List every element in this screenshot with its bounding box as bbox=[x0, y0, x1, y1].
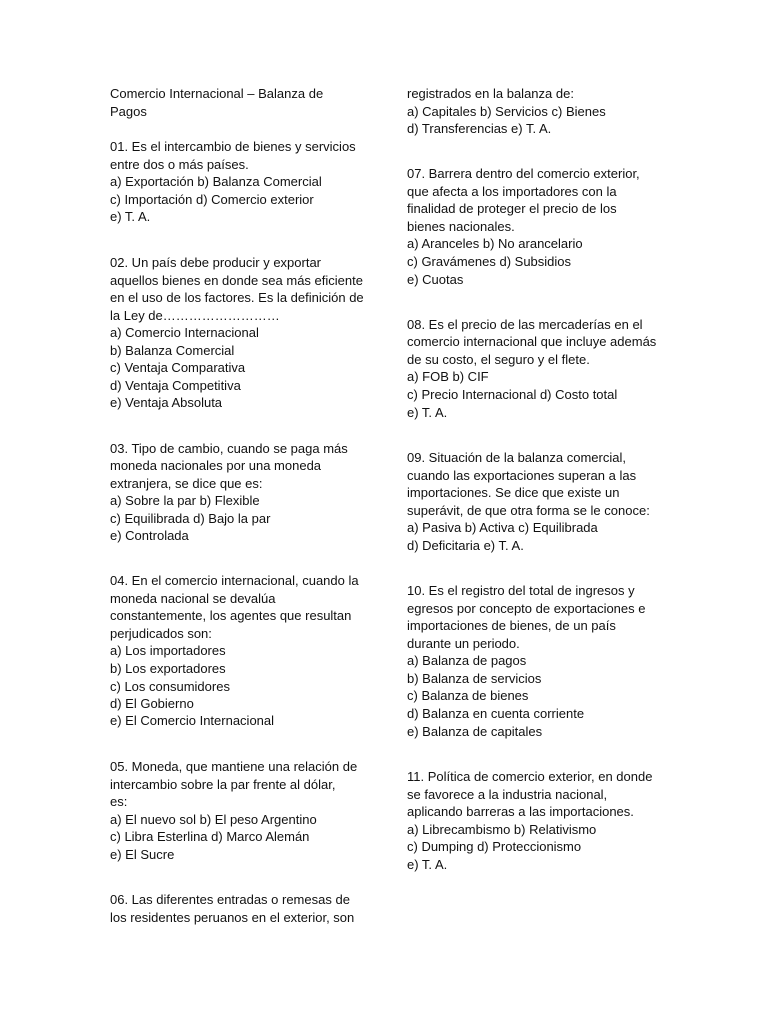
question-04-option: c) Los consumidores bbox=[110, 679, 230, 694]
question-11-line: aplicando barreras a las importaciones. bbox=[407, 804, 634, 819]
question-03-option: e) Controlada bbox=[110, 528, 189, 543]
question-09-option: d) Deficitaria e) T. A. bbox=[407, 538, 524, 553]
question-09-line: 09. Situación de la balanza comercial, bbox=[407, 450, 626, 465]
question-01-line: 01. Es el intercambio de bienes y servicios bbox=[110, 139, 356, 154]
question-02-line: en el uso de los factores. Es la definición de bbox=[110, 290, 364, 305]
question-10-option: c) Balanza de bienes bbox=[407, 688, 529, 703]
question-07-line: que afecta a los importadores con la bbox=[407, 184, 617, 199]
question-07-option: a) Aranceles b) No arancelario bbox=[407, 236, 583, 251]
question-07-line: finalidad de proteger el precio de los bbox=[407, 201, 617, 216]
question-09-line: cuando las exportaciones superan a las bbox=[407, 468, 637, 483]
question-05-option: c) Libra Esterlina d) Marco Alemán bbox=[110, 829, 310, 844]
question-02-option: e) Ventaja Absoluta bbox=[110, 395, 223, 410]
question-10-line: importaciones de bienes, de un país bbox=[407, 618, 616, 633]
question-10-line: egresos por concepto de exportaciones e bbox=[407, 601, 646, 616]
question-11-line: se favorece a la industria nacional, bbox=[407, 787, 608, 802]
question-09-line: importaciones. Se dice que existe un bbox=[407, 485, 620, 500]
question-03-option: a) Sobre la par b) Flexible bbox=[110, 493, 260, 508]
question-03-option: c) Equilibrada d) Bajo la par bbox=[110, 511, 271, 526]
question-10-line: durante un periodo. bbox=[407, 636, 520, 651]
document-title: Comercio Internacional – Balanza de bbox=[110, 86, 324, 101]
question-04-option: d) El Gobierno bbox=[110, 696, 194, 711]
question-01-option: a) Exportación b) Balanza Comercial bbox=[110, 174, 322, 189]
document-title-continued: Pagos bbox=[110, 104, 147, 119]
question-02-line: la Ley de……………………… bbox=[110, 308, 280, 323]
question-11-option: e) T. A. bbox=[407, 857, 448, 872]
question-02-option: a) Comercio Internacional bbox=[110, 325, 259, 340]
question-02-option: c) Ventaja Comparativa bbox=[110, 360, 246, 375]
question-02-line: 02. Un país debe producir y exportar bbox=[110, 255, 322, 270]
question-06-option: a) Capitales b) Servicios c) Bienes bbox=[407, 104, 606, 119]
question-05-line: 05. Moneda, que mantiene una relación de bbox=[110, 759, 358, 774]
question-01-option: c) Importación d) Comercio exterior bbox=[110, 192, 314, 207]
question-03-line: moneda nacionales por una moneda bbox=[110, 458, 322, 473]
question-07-line: bienes nacionales. bbox=[407, 219, 515, 234]
question-09-option: a) Pasiva b) Activa c) Equilibrada bbox=[407, 520, 598, 535]
question-07-option: c) Gravámenes d) Subsidios bbox=[407, 254, 572, 269]
question-10-option: b) Balanza de servicios bbox=[407, 671, 542, 686]
question-05-option: a) El nuevo sol b) El peso Argentino bbox=[110, 812, 317, 827]
question-04-line: 04. En el comercio internacional, cuando la bbox=[110, 573, 359, 588]
question-10-line: 10. Es el registro del total de ingresos y bbox=[407, 583, 635, 598]
question-03-line: extranjera, se dice que es: bbox=[110, 476, 263, 491]
question-08-option: c) Precio Internacional d) Costo total bbox=[407, 387, 618, 402]
question-08-line: comercio internacional que incluye además bbox=[407, 334, 657, 349]
question-04-line: perjudicados son: bbox=[110, 626, 212, 641]
question-03-line: 03. Tipo de cambio, cuando se paga más bbox=[110, 441, 348, 456]
question-11-line: 11. Política de comercio exterior, en donde bbox=[407, 769, 653, 784]
question-08-line: 08. Es el precio de las mercaderías en el bbox=[407, 317, 643, 332]
question-06-line: los residentes peruanos en el exterior, son bbox=[110, 910, 355, 925]
question-04-line: constantemente, los agentes que resultan bbox=[110, 608, 352, 623]
question-08-option: a) FOB b) CIF bbox=[407, 369, 489, 384]
question-04-option: b) Los exportadores bbox=[110, 661, 226, 676]
question-10-option: d) Balanza en cuenta corriente bbox=[407, 706, 585, 721]
question-02-option: d) Ventaja Competitiva bbox=[110, 378, 241, 393]
question-04-option: e) El Comercio Internacional bbox=[110, 713, 275, 728]
question-08-option: e) T. A. bbox=[407, 405, 448, 420]
question-04-option: a) Los importadores bbox=[110, 643, 226, 658]
question-01-line: entre dos o más países. bbox=[110, 157, 249, 172]
question-02-option: b) Balanza Comercial bbox=[110, 343, 235, 358]
question-07-option: e) Cuotas bbox=[407, 272, 464, 287]
question-06-option: d) Transferencias e) T. A. bbox=[407, 121, 552, 136]
question-06-line: 06. Las diferentes entradas o remesas de bbox=[110, 892, 350, 907]
question-05-line: intercambio sobre la par frente al dólar, bbox=[110, 777, 336, 792]
question-11-option: a) Librecambismo b) Relativismo bbox=[407, 822, 597, 837]
question-09-line: superávit, de que otra forma se le conoce: bbox=[407, 503, 650, 518]
question-08-line: de su costo, el seguro y el flete. bbox=[407, 352, 590, 367]
question-06-line: registrados en la balanza de: bbox=[407, 86, 574, 101]
question-07-line: 07. Barrera dentro del comercio exterior, bbox=[407, 166, 640, 181]
question-04-line: moneda nacional se devalúa bbox=[110, 591, 276, 606]
question-05-line: es: bbox=[110, 794, 128, 809]
question-10-option: e) Balanza de capitales bbox=[407, 724, 543, 739]
question-01-option: e) T. A. bbox=[110, 209, 151, 224]
question-10-option: a) Balanza de pagos bbox=[407, 653, 527, 668]
question-05-option: e) El Sucre bbox=[110, 847, 175, 862]
question-11-option: c) Dumping d) Proteccionismo bbox=[407, 839, 582, 854]
question-02-line: aquellos bienes en donde sea más eficiente bbox=[110, 273, 363, 288]
